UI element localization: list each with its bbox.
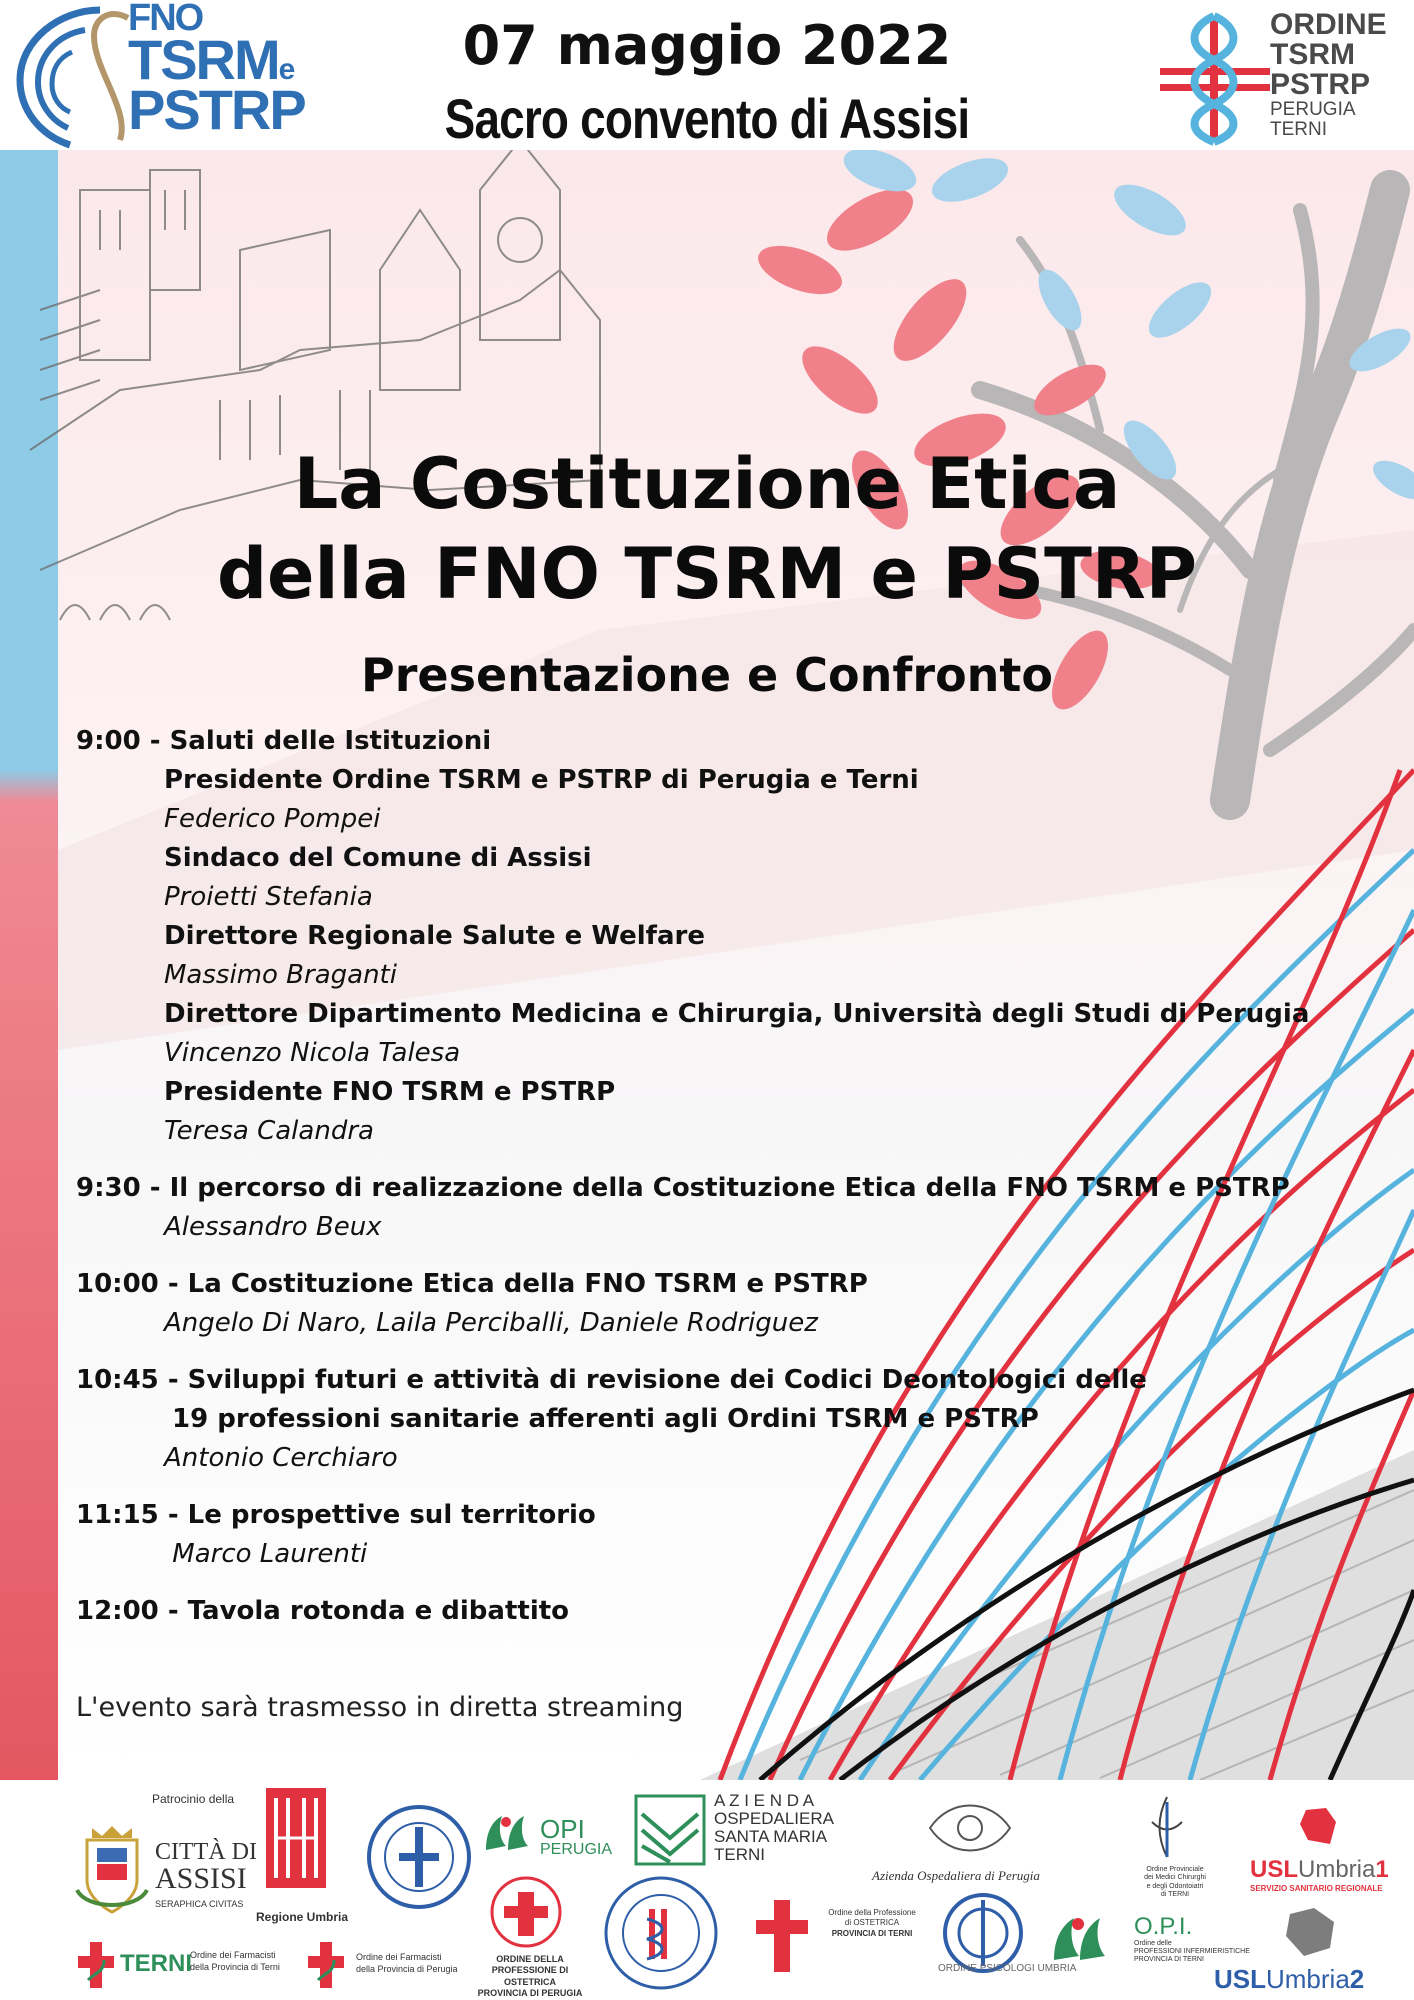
speaker-role: Presidente FNO TSRM e PSTRP xyxy=(164,1077,616,1107)
event-date: 07 maggio 2022 xyxy=(462,14,952,77)
regione-umbria-label: Regione Umbria xyxy=(256,1910,349,1924)
session-1115 xyxy=(76,1496,1236,1574)
ordine-logo-text xyxy=(1270,10,1387,140)
program xyxy=(76,722,1310,1649)
speaker-role: Direttore Dipartimento Medicina e Chirurgia, Università degli Studi di Perugia xyxy=(164,999,1310,1029)
fno-logo-line2: TSRM xyxy=(128,28,279,92)
speaker-name: Proietti Stefania xyxy=(164,882,373,912)
ostetrica-perugia-text: ORDINE DELLA PROFESSIONE DI OSTETRICA PROVINCIA DI PERUGIA xyxy=(477,1954,583,1998)
fno-logo-line3: PSTRP xyxy=(128,77,305,141)
speaker-role: Sindaco del Comune di Assisi xyxy=(164,843,592,873)
fno-logo-e: e xyxy=(278,53,294,87)
speaker-name: Alessandro Beux xyxy=(164,1212,382,1242)
farmacisti-perugia-cross-icon xyxy=(306,1940,346,1990)
speaker-name: Vincenzo Nicola Talesa xyxy=(164,1038,461,1068)
ordine-logo-line4: PERUGIA xyxy=(1270,99,1356,120)
speaker-role: Direttore Regionale Salute e Welfare xyxy=(164,921,705,951)
ordine-logo-line3: PSTRP xyxy=(1270,68,1371,101)
opi-perugia-text: OPI PERUGIA xyxy=(540,1814,613,1858)
session-heading: 10:45 - Sviluppi futuri e attività di revisione dei Codici Deontologici delle xyxy=(76,1365,1147,1395)
usl-umbria2-text: USLUmbria2 xyxy=(1214,1964,1365,1994)
speaker-role: Presidente Ordine TSRM e PSTRP di Perugia e Terni xyxy=(164,765,919,795)
farmacisti-terni-name: TERNI xyxy=(120,1950,192,1977)
ordine-logo-line2: TSRM xyxy=(1270,38,1355,71)
session-0930 xyxy=(76,1169,1290,1247)
farmacisti-perugia-text: Ordine dei Farmacisti della Provincia di Perugia xyxy=(356,1952,458,1974)
azienda-terni-icon xyxy=(634,1794,706,1866)
opi-terni-text: O.P.I. Ordine delle PROFESSIONI INFERMIERISTICHE PROVINCIA DI TERNI xyxy=(1134,1913,1250,1963)
sponsor-footer xyxy=(0,1780,1414,2000)
ostetrica-terni-text: Ordine della Professione di OSTETRICA PROVINCIA DI TERNI xyxy=(828,1908,916,1938)
ordine-logo-line5: TERNI xyxy=(1270,118,1327,140)
usl-umbria2-icon xyxy=(1280,1904,1340,1960)
azienda-perugia-emblem-icon xyxy=(920,1798,1020,1858)
opi-terni-icon xyxy=(1046,1910,1116,1970)
usl-umbria1-text: USLUmbria1 xyxy=(1250,1856,1389,1883)
speaker-name: Marco Laurenti xyxy=(164,1539,368,1569)
medici-terni-text: Ordine Provinciale dei Medici Chirurghi e degli Odontoiatri di TERNI xyxy=(1144,1866,1206,1899)
header xyxy=(0,0,1414,150)
ostetrica-terni-icon xyxy=(752,1896,822,1976)
psicologi-umbria-text: ORDINE PSICOLOGI UMBRIA xyxy=(938,1963,1077,1974)
session-heading: 9:00 - Saluti delle Istituzioni xyxy=(76,726,492,756)
veterinari-seal-icon xyxy=(364,1802,474,1912)
patrocinio-label: Patrocinio della xyxy=(152,1792,235,1806)
medici-perugia-seal-icon xyxy=(602,1874,720,1992)
session-1200 xyxy=(76,1592,1236,1631)
assisi-crest-icon xyxy=(72,1820,152,1920)
main-title-line2: della FNO TSRM e PSTRP xyxy=(216,532,1198,615)
usl-umbria1-icon xyxy=(1296,1804,1340,1848)
main-title xyxy=(0,440,1414,619)
speaker-name: Teresa Calandra xyxy=(164,1116,374,1146)
session-heading-continued: 19 professioni sanitarie afferenti agli Ordini TSRM e PSTRP xyxy=(172,1404,1039,1434)
speaker-name: Federico Pompei xyxy=(164,804,381,834)
subtitle: Presentazione e Confronto xyxy=(360,648,1054,702)
speaker-name: Antonio Cerchiaro xyxy=(164,1443,398,1473)
opi-perugia-icon xyxy=(478,1810,538,1860)
farmacisti-terni-cross-icon xyxy=(76,1940,116,1990)
session-heading: 11:15 - Le prospettive sul territorio xyxy=(76,1500,596,1530)
main-title-line1: La Costituzione Etica xyxy=(293,443,1121,525)
azienda-terni-text: A Z I E N D A OSPEDALIERA SANTA MARIA TERNI xyxy=(714,1791,834,1864)
session-0900 xyxy=(76,722,1310,1151)
ostetrica-perugia-seal-icon xyxy=(488,1874,564,1950)
fno-logo-line1: FNO xyxy=(128,0,203,39)
farmacisti-terni-text: Ordine dei Farmacisti della Provincia di Terni xyxy=(190,1950,280,1972)
session-heading: 10:00 - La Costituzione Etica della FNO TSRM e PSTRP xyxy=(76,1269,868,1299)
regione-umbria-icon xyxy=(266,1788,326,1888)
session-heading: 9:30 - Il percorso di realizzazione della Costituzione Etica della FNO TSRM e PSTRP xyxy=(76,1173,1290,1203)
assisi-logo-text: CITTÀ DI ASSISI SERAPHICA CIVITAS xyxy=(155,1839,257,1909)
session-1000 xyxy=(76,1265,1236,1343)
usl-umbria1-sub: SERVIZIO SANITARIO REGIONALE xyxy=(1250,1884,1383,1893)
speaker-name: Angelo Di Naro, Laila Perciballi, Daniele Rodriguez xyxy=(164,1308,818,1338)
medici-terni-icon xyxy=(1132,1792,1202,1862)
event-place: Sacro convento di Assisi xyxy=(444,87,970,150)
speaker-name: Massimo Braganti xyxy=(164,960,397,990)
streaming-note: L'evento sarà trasmesso in diretta streaming xyxy=(76,1692,684,1723)
ordine-logo-line1: ORDINE xyxy=(1270,8,1387,41)
session-1045 xyxy=(76,1361,1236,1478)
azienda-perugia-text: Azienda Ospedaliera di Perugia xyxy=(872,1868,1040,1883)
session-heading: 12:00 - Tavola rotonda e dibattito xyxy=(76,1596,570,1626)
